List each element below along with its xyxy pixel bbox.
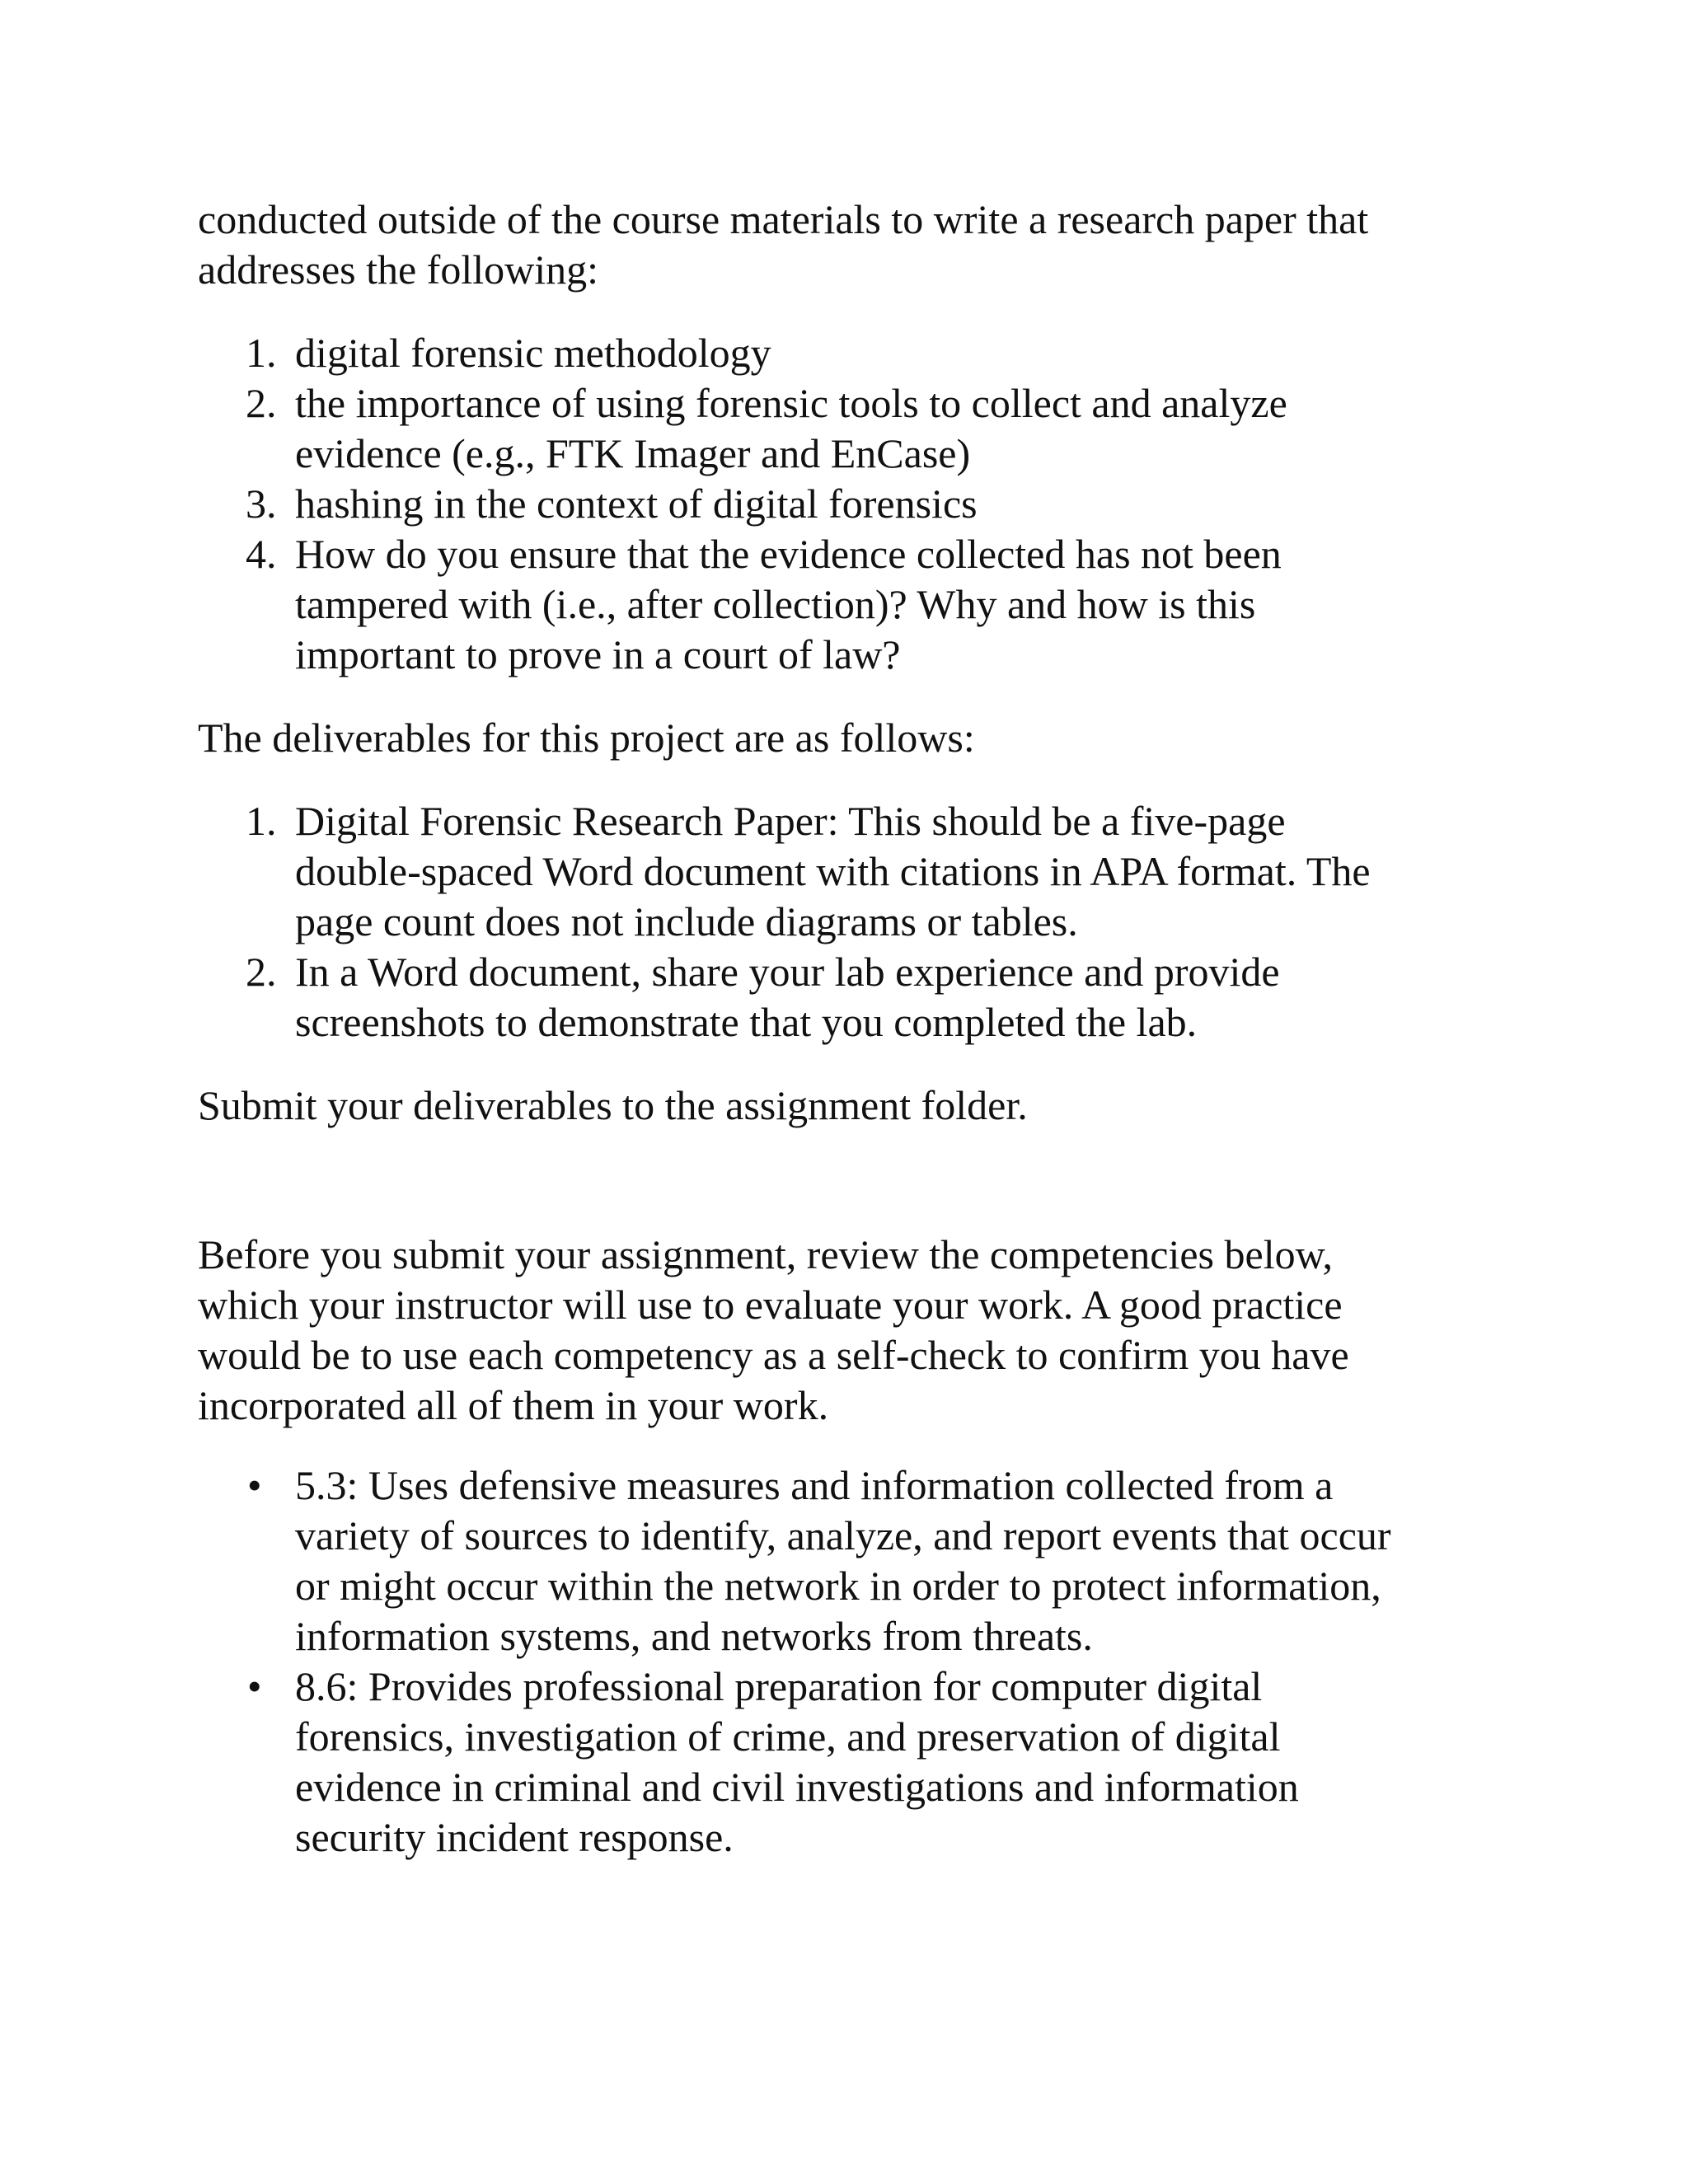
deliverable-line: Digital Forensic Research Paper: This should be a five-page (295, 798, 1286, 844)
bullet-icon: • (247, 1663, 262, 1709)
topic-item (198, 378, 1484, 479)
topic-item (198, 328, 1484, 378)
topic-item (198, 479, 1484, 529)
topic-line: the importance of using forensic tools to collect and analyze (295, 380, 1287, 426)
deliverable-line: In a Word document, share your lab experience and provide (295, 949, 1280, 995)
competency-line: 5.3: Uses defensive measures and information collected from a (295, 1462, 1334, 1508)
list-number: 2. (246, 380, 277, 426)
deliverable-line: screenshots to demonstrate that you completed the lab. (295, 999, 1198, 1045)
submit-instruction: Submit your deliverables to the assignment folder. (198, 1082, 1028, 1128)
topic-line: tampered with (i.e., after collection)? Why and how is this (295, 581, 1256, 627)
document-body (198, 194, 1484, 1863)
competency-line: security incident response. (295, 1814, 734, 1860)
review-paragraph (198, 1230, 1484, 1431)
topic-line: digital forensic methodology (295, 330, 771, 376)
deliverables-intro: The deliverables for this project are as follows: (198, 715, 975, 761)
review-line: Before you submit your assignment, review the competencies below, (198, 1231, 1333, 1277)
intro-line: addresses the following: (198, 246, 599, 293)
topic-line: evidence (e.g., FTK Imager and EnCase) (295, 430, 971, 476)
deliverable-line: page count does not include diagrams or tables. (295, 898, 1078, 944)
review-line: which your instructor will use to evaluate your work. A good practice (198, 1282, 1343, 1328)
deliverable-item (198, 947, 1484, 1047)
intro-line: conducted outside of the course materials to write a research paper that (198, 196, 1369, 242)
topic-line: important to prove in a court of law? (295, 631, 901, 677)
competency-line: variety of sources to identify, analyze, and report events that occur (295, 1512, 1391, 1558)
review-line: incorporated all of them in your work. (198, 1382, 829, 1428)
topics-list (198, 328, 1484, 680)
list-number: 4. (246, 531, 277, 577)
topic-line: How do you ensure that the evidence collected has not been (295, 531, 1282, 577)
competency-line: information systems, and networks from threats. (295, 1613, 1093, 1659)
topic-item (198, 529, 1484, 680)
intro-paragraph (198, 194, 1484, 295)
list-number: 2. (246, 949, 277, 995)
competency-item (198, 1661, 1484, 1863)
competency-line: evidence in criminal and civil investigations and information (295, 1764, 1299, 1810)
deliverable-item (198, 796, 1484, 947)
deliverable-line: double-spaced Word document with citations in APA format. The (295, 848, 1371, 894)
competency-item (198, 1460, 1484, 1661)
bullet-icon: • (247, 1462, 262, 1508)
competency-line: 8.6: Provides professional preparation for computer digital (295, 1663, 1263, 1709)
list-number: 3. (246, 480, 277, 527)
list-number: 1. (246, 798, 277, 844)
review-line: would be to use each competency as a self-check to confirm you have (198, 1332, 1349, 1378)
topic-line: hashing in the context of digital forensics (295, 480, 978, 527)
list-number: 1. (246, 330, 277, 376)
competencies-list (198, 1460, 1484, 1863)
competency-line: forensics, investigation of crime, and preservation of digital (295, 1713, 1281, 1760)
competency-line: or might occur within the network in order to protect information, (295, 1563, 1381, 1609)
deliverables-list (198, 796, 1484, 1047)
